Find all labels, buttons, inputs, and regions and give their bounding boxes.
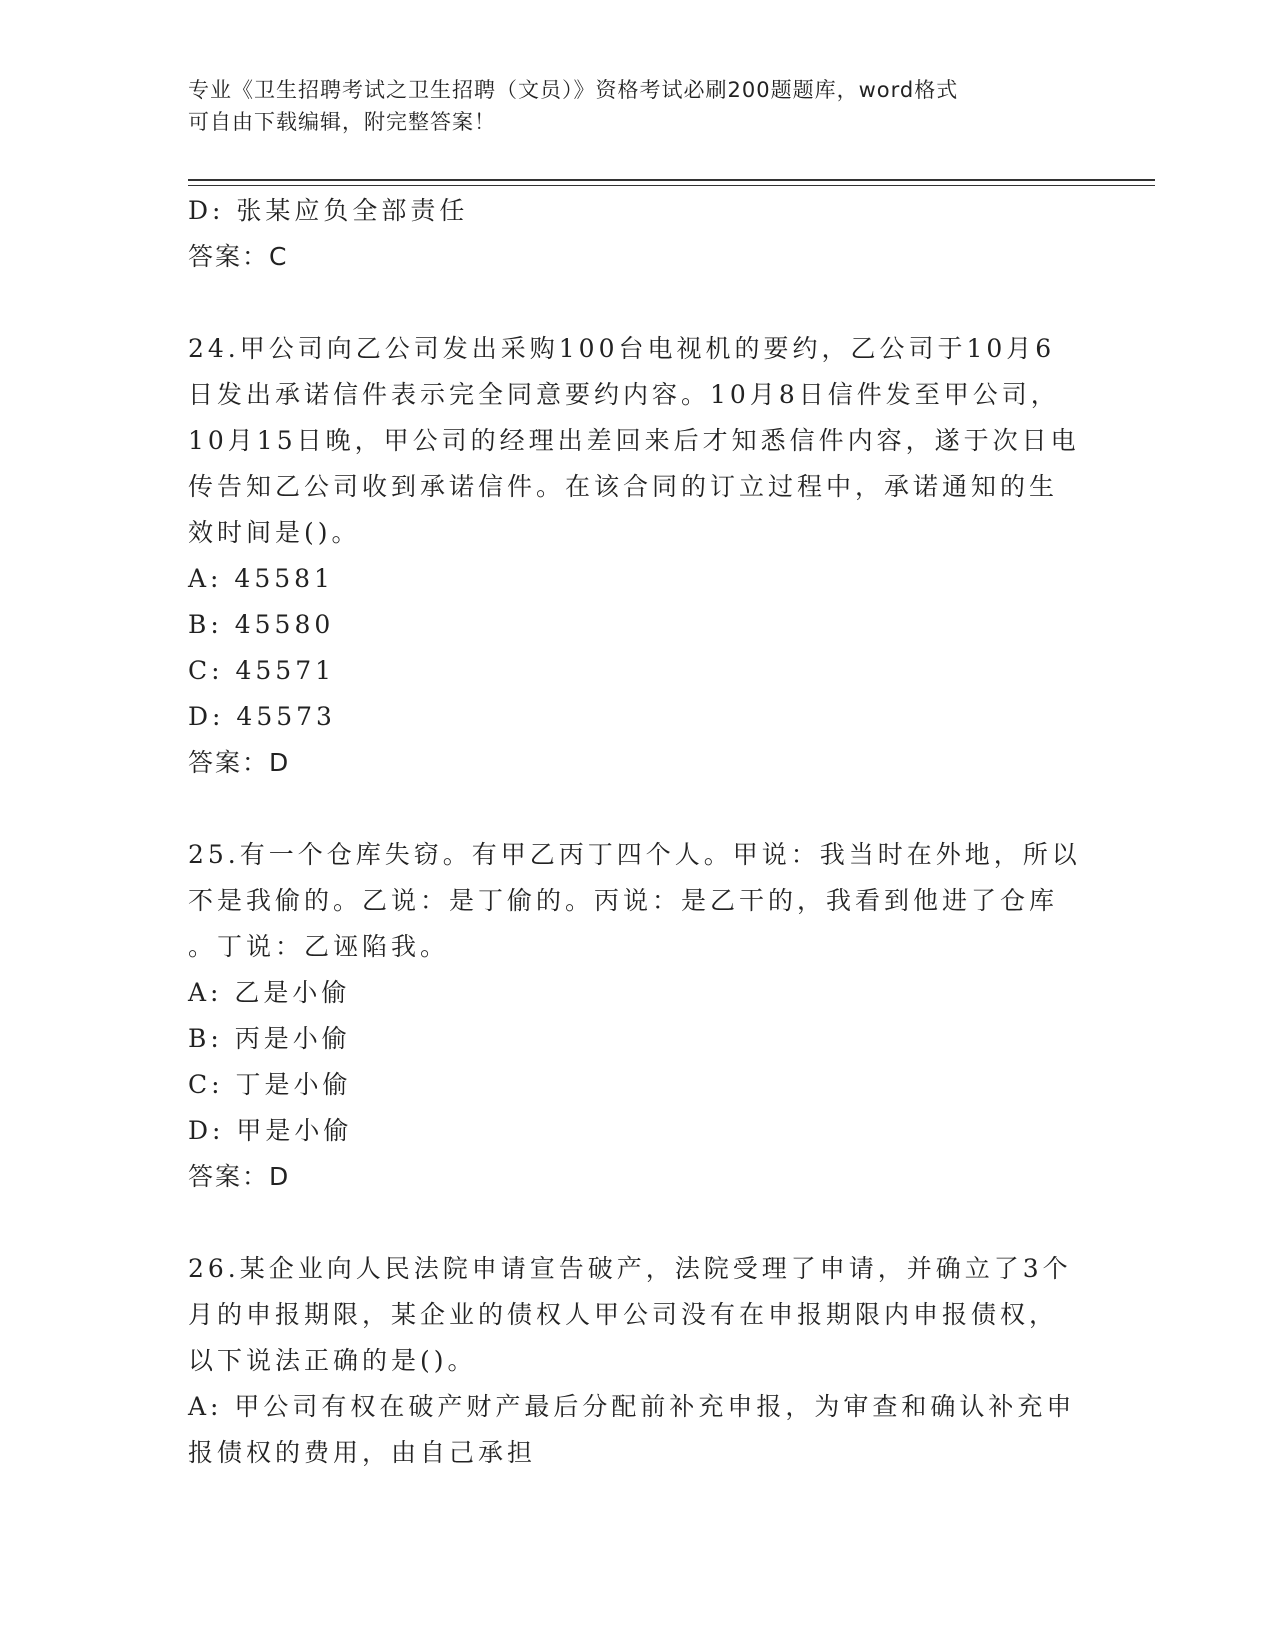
question-stem-line: 传告知乙公司收到承诺信件。在该合同的订立过程中，承诺通知的生 — [188, 472, 1059, 501]
option-b: B: 丙是小偷 — [188, 1024, 351, 1053]
question-24 — [188, 326, 1088, 786]
question-25 — [188, 832, 1088, 1200]
option-a-line: A: 甲公司有权在破产财产最后分配前补充申报，为审查和确认补充申 — [188, 1392, 1076, 1421]
header-divider-thick — [188, 179, 1155, 181]
question-stem-line: 26.某企业向人民法院申请宣告破产，法院受理了申请，并确立了3个 — [188, 1254, 1072, 1283]
prev-option-d: D: 张某应负全部责任 — [188, 196, 469, 225]
spacer — [188, 786, 1088, 832]
header-line-2: 可自由下载编辑，附完整答案！ — [188, 110, 496, 134]
question-stem-line: 效时间是()。 — [188, 518, 361, 547]
question-stem-line: 24.甲公司向乙公司发出采购100台电视机的要约，乙公司于10月6 — [188, 334, 1056, 363]
question-stem-line: 25.有一个仓库失窃。有甲乙丙丁四个人。甲说：我当时在外地，所以 — [188, 840, 1081, 869]
answer: 答案：D — [188, 748, 291, 777]
option-a-line: 报债权的费用，由自己承担 — [188, 1438, 537, 1467]
option-d: D: 45573 — [188, 702, 336, 731]
document-header — [188, 74, 1088, 138]
option-b: B: 45580 — [188, 610, 335, 639]
question-stem-line: 月的申报期限，某企业的债权人甲公司没有在申报期限内申报债权， — [188, 1300, 1059, 1329]
spacer — [188, 280, 1088, 326]
header-line-1: 专业《卫生招聘考试之卫生招聘（文员）》资格考试必刷200题题库，word格式 — [188, 78, 959, 102]
question-stem-line: 。丁说：乙诬陷我。 — [188, 932, 450, 961]
question-stem-line: 日发出承诺信件表示完全同意要约内容。10月8日信件发至甲公司， — [188, 380, 1060, 409]
option-c: C: 45571 — [188, 656, 336, 685]
answer: 答案：D — [188, 1162, 291, 1191]
spacer — [188, 1200, 1088, 1246]
option-a: A: 乙是小偷 — [188, 978, 351, 1007]
question-stem-line: 以下说法正确的是()。 — [188, 1346, 477, 1375]
question-26 — [188, 1246, 1088, 1476]
question-stem-line: 10月15日晚，甲公司的经理出差回来后才知悉信件内容，遂于次日电 — [188, 426, 1080, 455]
option-c: C: 丁是小偷 — [188, 1070, 352, 1099]
prev-answer: 答案：C — [188, 242, 289, 271]
option-d: D: 甲是小偷 — [188, 1116, 353, 1145]
option-a: A: 45581 — [188, 564, 334, 593]
header-divider-thin — [188, 185, 1155, 186]
question-stem-line: 不是我偷的。乙说：是丁偷的。丙说：是乙干的，我看到他进了仓库 — [188, 886, 1059, 915]
document-body — [188, 188, 1088, 1476]
